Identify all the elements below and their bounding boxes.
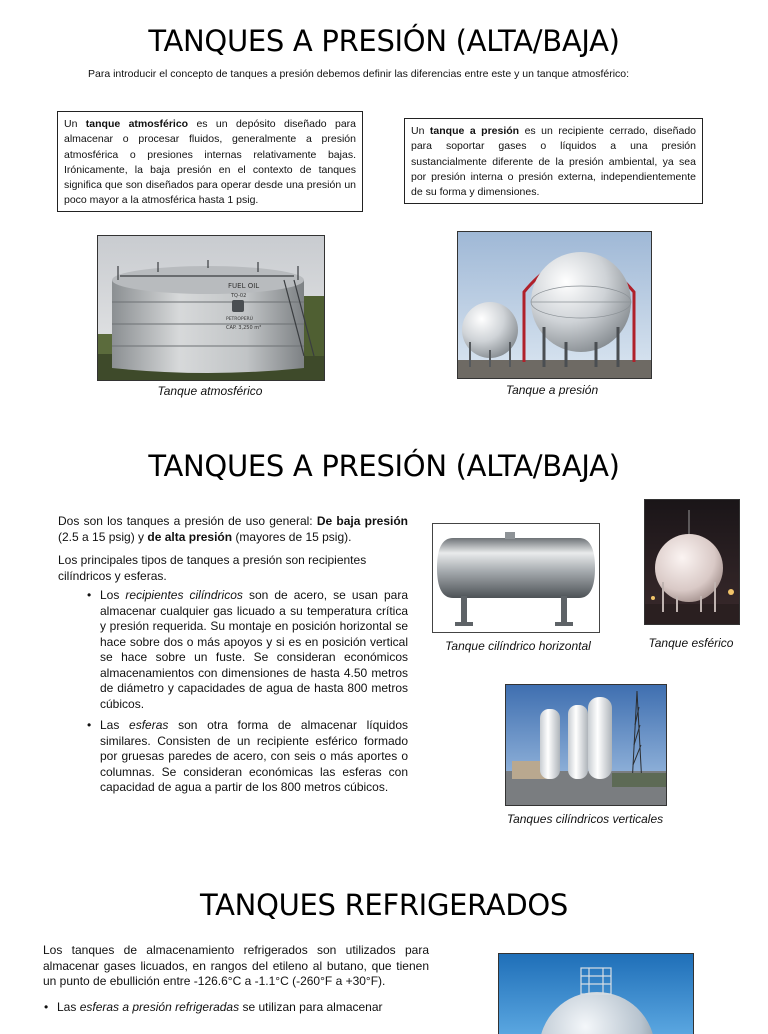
pressure-definition-box <box>404 118 703 204</box>
section1-intro: Para introducir el concepto de tanques a presión debemos definir las diferencias entre este y un tanque atmosférico: <box>88 68 630 80</box>
caption-pressure-tank: Tanque a presión <box>505 383 599 397</box>
vertical-tanks-image <box>506 685 666 805</box>
section1-title: TANQUES A PRESIÓN (ALTA/BAJA) <box>148 24 620 58</box>
spherical-tank-image <box>645 500 739 624</box>
section2-text <box>58 514 408 802</box>
atmos-box-bold: tanque atmosférico <box>85 118 189 130</box>
bullet-refrigerated-spheres: • Las esferas a presión refrigeradas se utilizan para almacenar <box>43 1000 429 1016</box>
pressure-tank-image <box>458 232 651 378</box>
horizontal-tank-photo <box>432 523 600 633</box>
tank-label-3: PETROPERÚ <box>226 317 253 322</box>
bullet-cylindrical: • Los recipientes cilíndricos son de acero, se usan para almacenar cualquier gas licuado a su temperatura crítica y presión requerida. Su montaje en posición horizontal se hace sobre dos o más apoyos y si es en posición vertical se hace sobre un fuste. Se consideran económicos almacenamientos con dimensiones de hasta 4.50 metros de diámetro y capacidades de agua de hasta 800 metros cúbicos. <box>86 588 408 712</box>
atmospheric-definition-box <box>57 111 363 212</box>
spherical-tank-photo <box>644 499 740 625</box>
caption-spherical-tank: Tanque esférico <box>648 636 734 650</box>
pressure-tank-photo <box>457 231 652 379</box>
atmos-box-pre: Un <box>64 118 86 130</box>
pres-box-pre: Un <box>411 125 430 137</box>
atmos-box-text: es un depósito diseñado para almacenar o procesar fluidos, generalmente a presión atmosférica o presiones internas relativamente bajas. Irónicamente, la baja presión en el contexto de tanques significa que son diseñados para operar desde una presión un poco mayor a la atmosférica hasta 1 psig. <box>64 118 356 207</box>
section3-text <box>43 943 429 1021</box>
caption-horizontal-tank: Tanque cilíndrico horizontal <box>445 639 591 653</box>
vertical-tanks-photo <box>505 684 667 806</box>
horizontal-tank-image <box>433 524 599 632</box>
tank-label-1: FUEL OIL <box>228 282 260 290</box>
caption-vertical-tanks: Tanques cilíndricos verticales <box>506 812 664 826</box>
caption-atmospheric-tank: Tanque atmosférico <box>157 384 263 398</box>
section2-bullet-list <box>86 588 408 796</box>
section3-title: TANQUES REFRIGERADOS <box>199 888 569 922</box>
section3-bullet-list <box>43 1000 429 1016</box>
bullet-spheres: • Las esferas son otra forma de almacenar líquidos similares. Consisten de un recipiente esférico formado por gruesas paredes de acero, con seis o más aportes o columnas. Se consideran económicas las esferas con capacidad de agua a partir de los 800 metros cúbicos. <box>86 718 408 796</box>
refrigerated-sphere-image <box>499 954 693 1034</box>
refrigerated-sphere-photo <box>498 953 694 1034</box>
atmospheric-tank-image <box>98 236 324 380</box>
tank-label-4: CAP. 3,250 m³ <box>226 325 262 331</box>
pres-box-text: es un recipiente cerrado, diseñado para soportar gases o líquidos a una presión sustancialmente diferente de la presión ambiental, ya sea por presión interna o presión externa, independientemente de su forma y dimensiones. <box>411 125 696 199</box>
section2-title: TANQUES A PRESIÓN (ALTA/BAJA) <box>148 449 620 483</box>
section2-paragraph-1: Dos son los tanques a presión de uso general: De baja presión (2.5 a 15 psig) y de alta presión (mayores de 15 psig). <box>58 514 408 544</box>
tank-label-2: TQ-02 <box>231 293 247 299</box>
section2-paragraph-2: Los principales tipos de tanques a presión son recipientes cilíndricos y esferas. <box>58 553 367 583</box>
atmospheric-tank-photo <box>97 235 325 381</box>
section3-paragraph-1: Los tanques de almacenamiento refrigerados son utilizados para almacenar gases licuados, en rangos del etileno al butano, que tienen un punto de ebullición entre -126.6°C a -1.1°C (-260°F a +30°F). <box>43 943 429 988</box>
pres-box-bold: tanque a presión <box>429 125 520 137</box>
